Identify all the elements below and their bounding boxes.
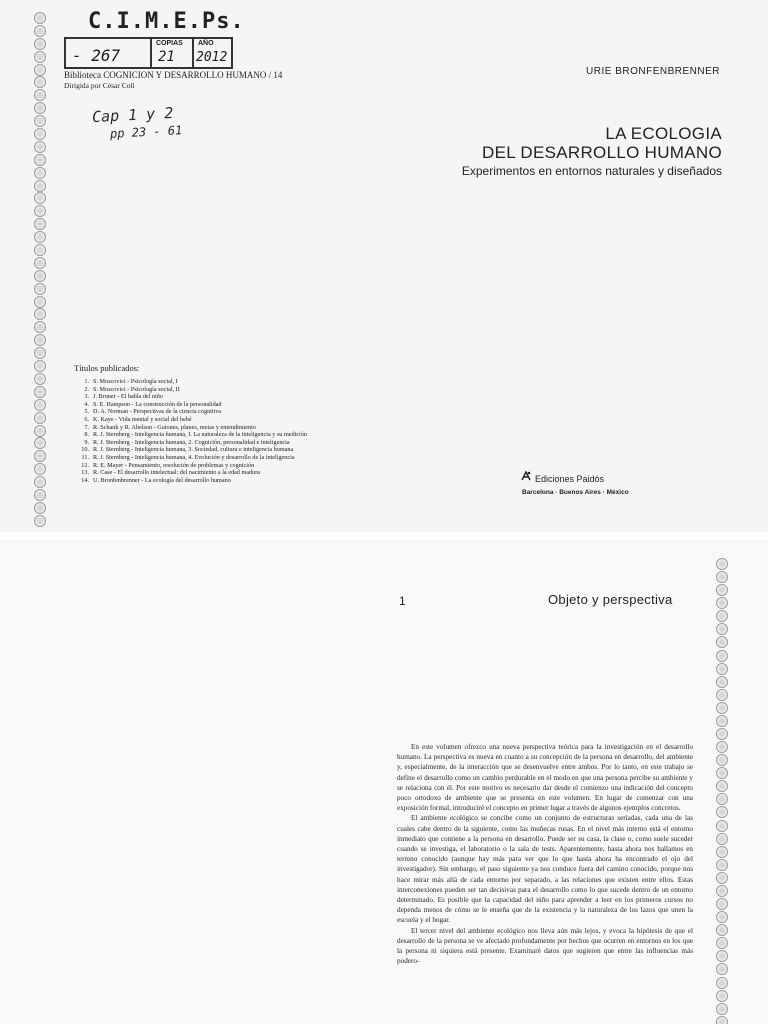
title-text: R. E. Mayer - Pensamiento, resolución de problemas y cognición [93,461,255,469]
binding-ring [716,1016,728,1024]
title-number: 3. [84,393,89,401]
chapter-title: Objeto y perspectiva [548,592,673,607]
binding-ring [716,584,728,596]
title-list-item [75,424,375,432]
binding-ring [34,463,46,475]
title-number: 4. [84,400,89,408]
title-text: D. A. Norman - Perspectivas de la ciencia cognitiva [93,408,222,416]
binding-ring [34,180,46,192]
chapter-paragraph: En este volumen ofrezco una nueva perspectiva teórica para la investigación en el desarrollo humano. La perspectiva es nueva en cuanto a su concepción de la persona en desarrollo, del ambiente y, especialmente, de la interacción que se desenvuelve entre ambos. Por lo tanto, en este trabajo se define el desarrollo como un cambio perdurable en el modo en que una persona percibe su ambiente y se relaciona con él. Por este motivo es necesario dar desde el comienzo una indicación del concepto poco ortodoxo de ambiente que se presenta en este volumen. En lugar de comenzar con una exposición formal, introduciré el concepto en primer lugar a través de algunos ejemplos concretos. [397,743,693,813]
series-name: Biblioteca COGNICION Y DESARROLLO HUMANO / 14 [64,70,283,80]
binding-ring [34,412,46,424]
binding-ring [34,12,46,24]
binding-ring [716,597,728,609]
chapter-paragraph: El ambiente ecológico se concibe como un conjunto de estructuras seriadas, cada una de las cuales cabe dentro de la siguiente, como las muñecas rusas. En el nivel más interno está el entorno inmediato que contiene a la persona en desarrollo. Puede ser su casa, la clase o, como suele suceder cuando se investiga, el laboratorio o la sala de tests. Aparentemente, hasta ahora nos hallamos en terreno conocido (aunque hay más para ver que lo que hasta ahora ha encontrado el ojo del investigador). Sin embargo, el paso siguiente ya nos conduce fuera del camino conocido, porque nos hace mirar más allá de cada entorno por separado, a las relaciones que existen entre ellos. Estas interconexiones pueden ser tan decisivas para el desarrollo como lo que sucede dentro de un entorno determinado. Es posible que la capacidad del niño para aprender a leer en los primeros cursos no dependa menos de cómo se le enseña que de la existencia y la naturaleza de los lazos que unen la escuela y el hogar. [397,814,693,925]
binding-ring [716,898,728,910]
title-list-item [75,431,375,439]
binding-ring [34,128,46,140]
stamp-number-cell [66,39,150,67]
binding-ring [716,610,728,622]
binding-ring [716,558,728,570]
publisher-name: Ediciones Paidós [535,474,605,484]
binding-ring [34,38,46,50]
title-list-item [75,401,375,409]
binding-ring [34,425,46,437]
binding-ring [34,386,46,398]
binding-ring [34,141,46,153]
title-number: 6. [84,415,89,423]
binding-ring [34,257,46,269]
binding-ring [34,399,46,411]
binding-ring [716,623,728,635]
title-number: 2. [84,385,89,393]
title-number: 11. [81,453,89,461]
title-text: R. J. Sternberg - Inteligencia humana, 4. Evolución y desarrollo de la inteligencia [93,453,295,461]
binding-ring [716,846,728,858]
title-number: 9. [84,438,89,446]
title-list-item [75,416,375,424]
book-subtitle: Experimentos en entornos naturales y diseñados [461,164,722,178]
binding-ring [716,937,728,949]
binding-ring [716,924,728,936]
binding-rings [716,558,730,1024]
title-number: 10. [81,446,89,454]
binding-ring [716,702,728,714]
paidos-logo-icon [520,470,532,482]
binding-ring [716,833,728,845]
stamp-number: - 267 [72,46,121,65]
binding-ring [34,360,46,372]
book-title-line-1: LA ECOLOGIA [605,124,722,143]
binding-ring [34,334,46,346]
book-title [482,124,722,162]
binding-ring [34,502,46,514]
stamp-copies-value: 21 [158,49,175,65]
title-text: R. Schank y R. Abelson - Guiones, planes, metas y entendimiento [93,423,256,431]
stamp-year-cell [192,39,231,67]
binding-ring [34,167,46,179]
binding-ring [34,51,46,63]
title-list-item [75,439,375,447]
binding-ring [716,950,728,962]
title-text: S. Moscovici - Psicología social, I [93,378,178,385]
title-text: R. Case - El desarrollo intelectual: del nacimiento a la edad madura [93,469,260,477]
binding-ring [716,820,728,832]
handwritten-pages-note: pp 23 - 61 [109,123,183,141]
binding-ring [716,715,728,727]
binding-ring [34,154,46,166]
book-title-line-2: DEL DESARROLLO HUMANO [482,143,722,162]
binding-ring [716,780,728,792]
binding-ring [34,89,46,101]
binding-ring [716,650,728,662]
binding-ring [716,754,728,766]
binding-ring [716,741,728,753]
binding-ring [34,373,46,385]
title-list-item [75,408,375,416]
binding-ring [34,437,46,449]
binding-ring [34,205,46,217]
title-list-item [75,477,375,485]
binding-ring [34,115,46,127]
chapter-body-text [397,742,693,966]
chapter-paragraph: El tercer nivel del ambiente ecológico nos lleva aún más lejos, y evoca la hipótesis de que el desarrollo de la persona se ve afectado profundamente por hechos que ocurren en entornos en los que la persona ni siquiera está presente. Examinaré datos que sugieren que entre las influencias más podero- [397,926,693,966]
binding-ring [716,977,728,989]
title-text: S. E. Hampson - La construcción de la personalidad [93,400,222,408]
title-text: J. Bruner - El habla del niño [93,393,163,401]
binding-ring [716,872,728,884]
binding-ring [34,102,46,114]
published-titles-heading: Títulos publicados: [74,363,140,373]
title-list-item [75,469,375,477]
binding-ring [34,270,46,282]
binding-ring [716,990,728,1002]
title-number: 12. [81,461,89,469]
binding-ring [716,571,728,583]
stamp-copies-label: COPIAS [156,40,183,47]
binding-ring [716,885,728,897]
binding-ring [34,192,46,204]
binding-ring [34,76,46,88]
publisher-cities: Barcelona · Buenos Aires · México [522,489,629,496]
title-number: 7. [84,423,89,431]
binding-ring [716,859,728,871]
binding-ring [34,450,46,462]
series-director: Dirigida por César Coll [64,81,135,90]
title-text: K. Kaye - Vida mental y social del bebé [93,415,192,423]
binding-ring [716,767,728,779]
library-stamp-title: C.I.M.E.Ps. [88,9,245,34]
binding-ring [716,806,728,818]
title-list-item [75,386,375,394]
binding-ring [716,793,728,805]
page-divider [0,532,768,540]
binding-ring [716,911,728,923]
binding-ring [716,1003,728,1015]
binding-ring [34,283,46,295]
binding-ring [34,296,46,308]
handwritten-chapters-note: Cap 1 y 2 [91,103,174,127]
binding-ring [34,308,46,320]
stamp-year-value: 2012 [196,50,228,65]
title-text: S. Moscovici - Psicología social, II [93,385,180,393]
binding-ring [34,515,46,527]
title-text: R. J. Sternberg - Inteligencia humana, 2. Cognición, personalidad e inteligencia [93,438,290,446]
binding-ring [716,963,728,975]
binding-ring [34,64,46,76]
binding-ring [34,321,46,333]
title-list-item [75,446,375,454]
title-number: 1. [84,378,89,385]
binding-ring [34,231,46,243]
title-number: 8. [84,431,89,439]
published-titles-list [75,378,375,484]
binding-ring [34,476,46,488]
binding-ring [716,689,728,701]
library-stamp [64,37,233,69]
stamp-copies-cell [150,39,192,67]
binding-ring [34,25,46,37]
binding-rings [34,12,48,527]
binding-ring [716,636,728,648]
book-author: URIE BRONFENBRENNER [586,66,720,77]
binding-ring [34,347,46,359]
title-list-item [75,378,375,386]
title-text: R. J. Sternberg - Inteligencia humana, I. La naturaleza de la inteligencia y su medición [93,431,307,439]
binding-ring [34,218,46,230]
binding-ring [716,663,728,675]
chapter-number: 1 [399,594,406,608]
title-text: R. J. Sternberg - Inteligencia humana, 3. Sociedad, cultura e inteligencia humana [93,446,294,454]
title-number: 14. [81,476,89,484]
binding-ring [716,728,728,740]
binding-ring [34,489,46,501]
binding-ring [34,244,46,256]
title-number: 5. [84,408,89,416]
binding-ring [716,676,728,688]
title-list-item [75,393,375,401]
title-list-item [75,454,375,462]
title-number: 13. [81,469,89,477]
stamp-year-label: AÑO [198,40,214,47]
title-list-item [75,462,375,470]
title-text: U. Bronfenbrenner - La ecología del desarrollo humano [93,476,231,484]
